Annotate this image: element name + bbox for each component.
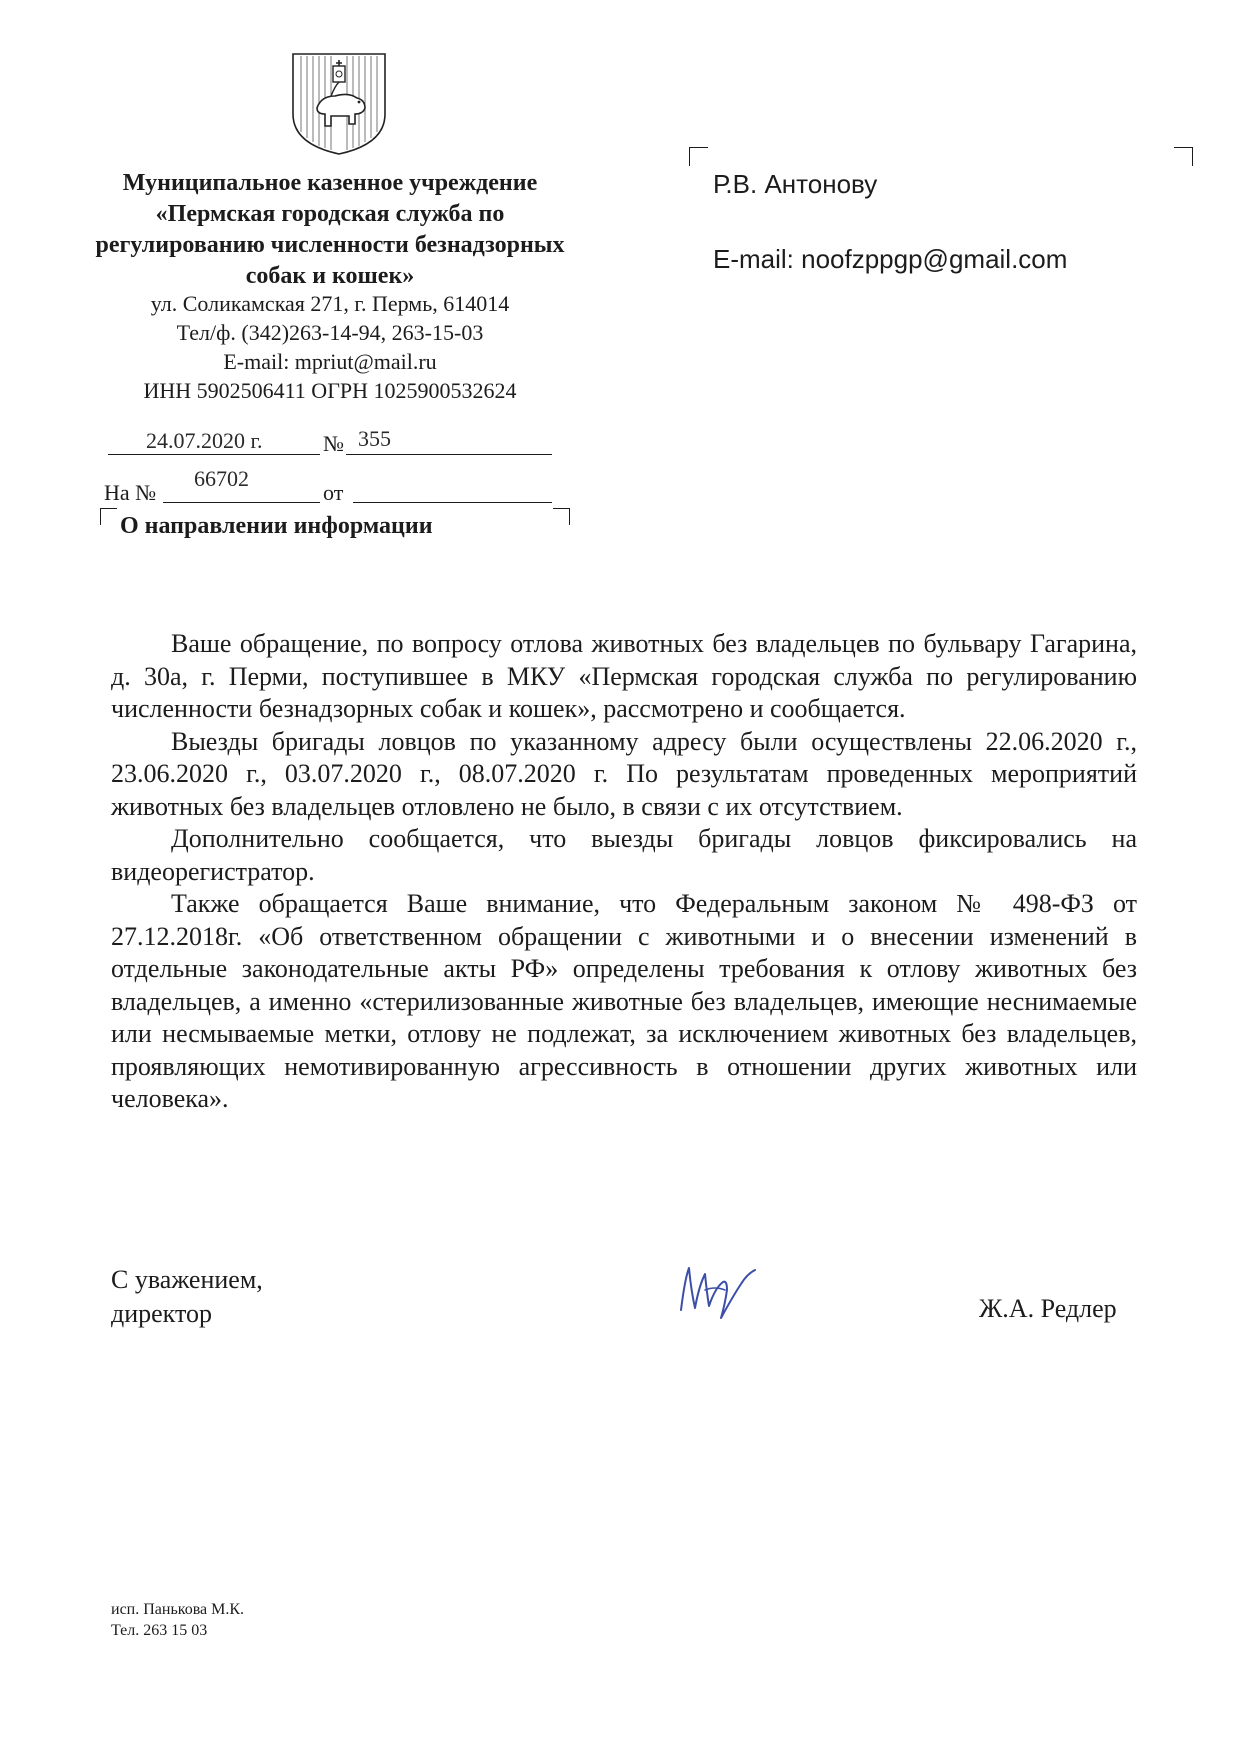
letter-subject: О направлении информации [120, 513, 433, 539]
closing-salutation: С уважением, [111, 1265, 263, 1294]
executor-name: исп. Панькова М.К. [111, 1601, 245, 1618]
coat-of-arms-emblem [291, 52, 387, 156]
addressee-corner-mark-right [1174, 147, 1193, 166]
body-paragraph: Также обращается Ваше внимание, что Федеральным законом № 498-ФЗ от 27.12.2018г. «Об ответственном обращении с животными и о внесении изменений в отдельные законодательные акты РФ» определены требования к отлову животных без владельцев, а именно «стерилизованные животные без владельцев, имеющие неснимаемые или несмываемые метки, отлову не подлежат, за исключением животных без владельцев, проявляющих немотивированную агрессивность в отношении других животных или человека». [111, 889, 1137, 1113]
signer-position: директор [111, 1299, 212, 1328]
subject-corner-mark-right [553, 508, 570, 525]
body-paragraph: Ваше обращение, по вопросу отлова животных без владельцев по бульвару Гагарина, д. 30а, г. Перми, поступившее в МКУ «Пермская городская служба по регулированию численности безнадзорных собак и кошек», рассмотрено и сообщается. [111, 629, 1137, 723]
signer-name: Ж.А. Редлер [979, 1294, 1117, 1323]
body-paragraph: Дополнительно сообщается, что выезды бригады ловцов фиксировались на видеорегистратор. [111, 824, 1137, 886]
date-underline [108, 454, 320, 455]
reference-date-underline [353, 502, 552, 503]
org-name-line: собак и кошек» [245, 263, 415, 289]
addressee-email: E-mail: noofzppgp@gmail.com [713, 244, 1068, 274]
org-name-line: «Пермская городская служба по [155, 201, 505, 227]
body-paragraph: Выезды бригады ловцов по указанному адресу были осуществлены 22.06.2020 г., 23.06.2020 г., 03.07.2020 г., 08.07.2020 г. По результатам проведенных мероприятий животных без владельцев отловлено не было, в связи с их отсутствием. [111, 726, 1137, 821]
org-name-line: регулированию численности безнадзорных [95, 232, 565, 258]
reference-label: На № [104, 480, 157, 505]
org-phone: Тел/ф. (342)263-14-94, 263-15-03 [176, 320, 484, 345]
number-underline [346, 454, 552, 455]
addressee-corner-mark-left [689, 147, 708, 166]
reference-from-label: от [323, 480, 344, 505]
reference-number: 66702 [194, 466, 249, 491]
subject-corner-mark-left [100, 508, 117, 525]
outgoing-number-label: № [323, 431, 344, 456]
org-address: ул. Соликамская 271, г. Пермь, 614014 [150, 291, 510, 316]
org-email: E-mail: mpriut@mail.ru [223, 349, 437, 374]
outgoing-date: 24.07.2020 г. [146, 428, 263, 453]
handwritten-signature [675, 1260, 765, 1326]
addressee-name: Р.В. Антонову [713, 169, 878, 199]
letter-body [111, 628, 1137, 1116]
outgoing-number: 355 [358, 426, 391, 451]
reference-underline [163, 502, 320, 503]
org-name-line: Муниципальное казенное учреждение [122, 170, 538, 196]
executor-phone: Тел. 263 15 03 [111, 1622, 208, 1639]
org-registration-ids: ИНН 5902506411 ОГРН 1025900532624 [143, 378, 517, 403]
